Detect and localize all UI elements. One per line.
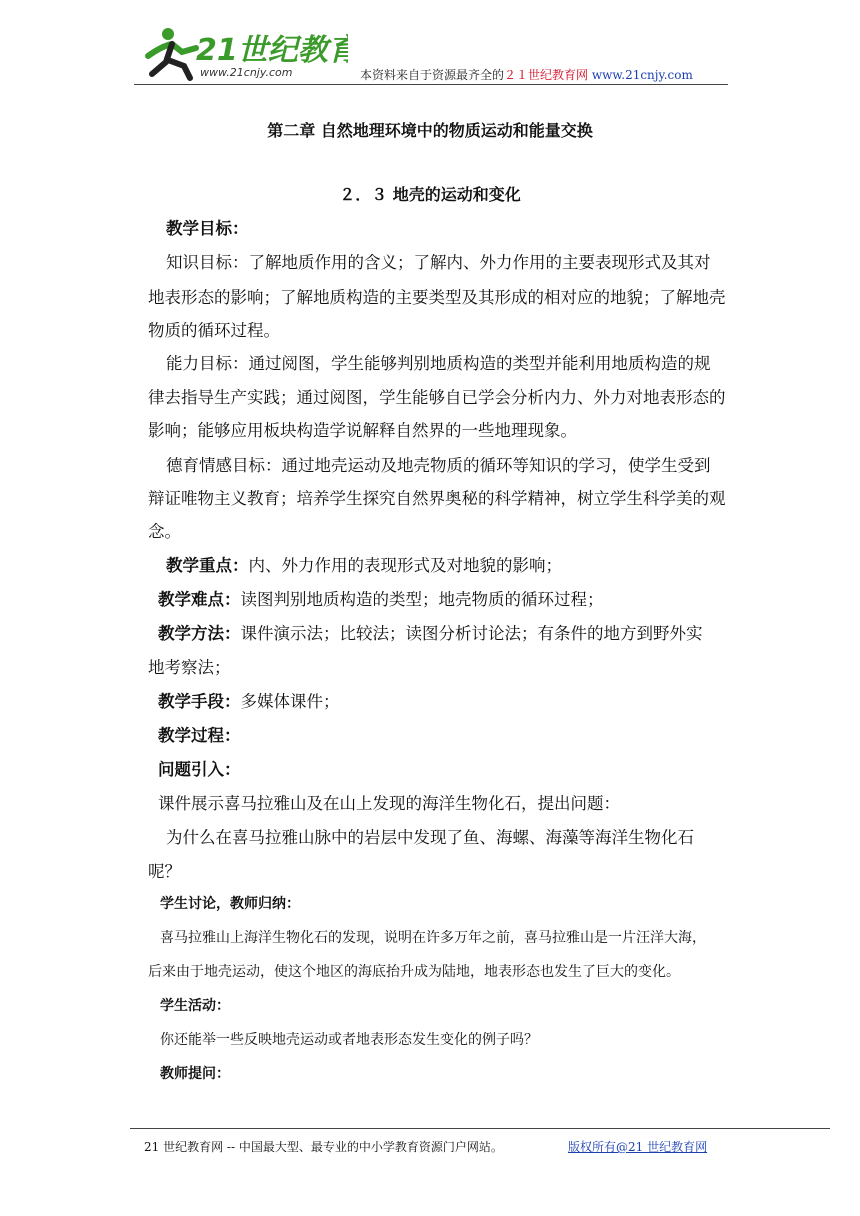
section-title: ２．３ 地壳的运动和变化 bbox=[339, 185, 521, 204]
key-points-label: 教学重点： bbox=[166, 556, 249, 575]
chapter-title: 第二章 自然地理环境中的物质运动和能量交换 bbox=[267, 121, 593, 140]
key-points-line: 教学重点：内、外力作用的表现形式及对地貌的影响； bbox=[166, 556, 562, 575]
heading-process: 教学过程： bbox=[158, 726, 241, 745]
header-note-prefix: 本资料来自于资源最齐全的 bbox=[360, 68, 505, 82]
heading-intro: 问题引入： bbox=[158, 760, 241, 779]
body-line: 呢？ bbox=[148, 862, 181, 881]
difficulties-label: 教学难点： bbox=[158, 590, 241, 609]
body-line: 知识目标：了解地质作用的含义；了解内、外力作用的主要表现形式及其对 bbox=[166, 253, 711, 272]
body-line: 德育情感目标：通过地壳运动及地壳物质的循环等知识的学习，使学生受到 bbox=[166, 456, 711, 475]
body-line: 喜马拉雅山上海洋生物化石的发现，说明在许多万年之前，喜马拉雅山是一片汪洋大海， bbox=[160, 930, 706, 946]
methods-label: 教学方法： bbox=[158, 624, 241, 643]
body-line: 地考察法； bbox=[148, 658, 231, 677]
footer-text: 21 世纪教育网 -- 中国最大型、最专业的中小学教育资源门户网站。 bbox=[144, 1140, 503, 1154]
body-line: 律去指导生产实践；通过阅图，学生能够自已学会分析内力、外力对地表形态的 bbox=[148, 388, 726, 407]
body-line: 你还能举一些反映地壳运动或者地表形态发生变化的例子吗？ bbox=[160, 1032, 538, 1048]
site-logo bbox=[138, 22, 348, 86]
heading-discussion: 学生讨论，教师归纳： bbox=[160, 896, 300, 912]
copyright-link[interactable]: 版权所有@21 世纪教育网 bbox=[568, 1140, 708, 1154]
header-divider bbox=[134, 84, 728, 85]
body-line: 为什么在喜马拉雅山脉中的岩层中发现了鱼、海螺、海藻等海洋生物化石 bbox=[166, 828, 694, 847]
body-line: 物质的循环过程。 bbox=[148, 321, 280, 340]
heading-objectives: 教学目标： bbox=[166, 219, 249, 238]
means-label: 教学手段： bbox=[158, 692, 241, 711]
body-line: 辩证唯物主义教育；培养学生探究自然界奥秘的科学精神，树立学生科学美的观 bbox=[148, 489, 726, 508]
body-line: 念。 bbox=[148, 522, 181, 541]
difficulties-line: 教学难点：读图判别地质构造的类型；地壳物质的循环过程； bbox=[158, 590, 604, 609]
means-line: 教学手段：多媒体课件； bbox=[158, 692, 340, 711]
footer-divider bbox=[130, 1128, 830, 1129]
body-line: 地表形态的影响；了解地质构造的主要类型及其形成的相对应的地貌；了解地壳 bbox=[148, 288, 726, 307]
header-url-link[interactable]: www.21cnjy.com bbox=[591, 68, 693, 82]
body-line: 影响；能够应用板块构造学说解释自然界的一些地理现象。 bbox=[148, 421, 577, 440]
heading-activity: 学生活动： bbox=[160, 998, 230, 1014]
logo-url: www.21cnjy.com bbox=[200, 66, 293, 79]
body-line: 后来由于地壳运动，使这个地区的海底抬升成为陆地，地表形态也发生了巨大的变化。 bbox=[148, 964, 680, 980]
header-note bbox=[360, 66, 693, 83]
logo-text: 21世纪教育 bbox=[196, 33, 348, 68]
methods-line: 教学方法：课件演示法；比较法；读图分析讨论法；有条件的地方到野外实 bbox=[158, 624, 703, 643]
body-line: 课件展示喜马拉雅山及在山上发现的海洋生物化石，提出问题： bbox=[158, 794, 620, 813]
heading-question: 教师提问： bbox=[160, 1066, 230, 1082]
body-line: 能力目标：通过阅图，学生能够判别地质构造的类型并能利用地质构造的规 bbox=[166, 354, 711, 373]
header-site-link[interactable]: ２１世纪教育网 bbox=[504, 68, 589, 82]
